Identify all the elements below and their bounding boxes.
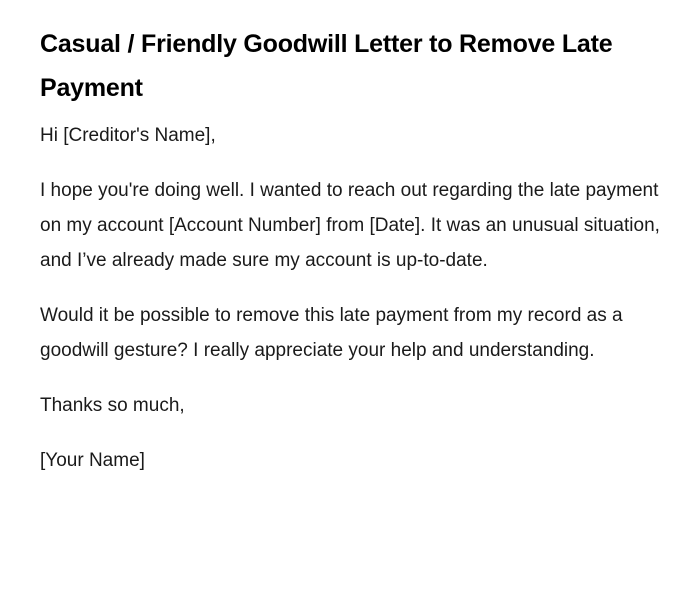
letter-greeting: Hi [Creditor's Name], [40,125,216,146]
letter-paragraph-request: Would it be possible to remove this late payment from my record as a goodwill gesture? I really appreciate your help and understanding. [40,305,623,361]
letter-title: Casual / Friendly Goodwill Letter to Remove Late Payment [40,30,613,102]
letter-signature: [Your Name] [40,450,145,471]
letter-paragraph-intro: I hope you're doing well. I wanted to reach out regarding the late payment on my account [Account Number] from [Date]. It was an unusual situation, and I’ve already made sure my account is up-to-date. [40,180,660,271]
letter-closing: Thanks so much, [40,395,185,416]
